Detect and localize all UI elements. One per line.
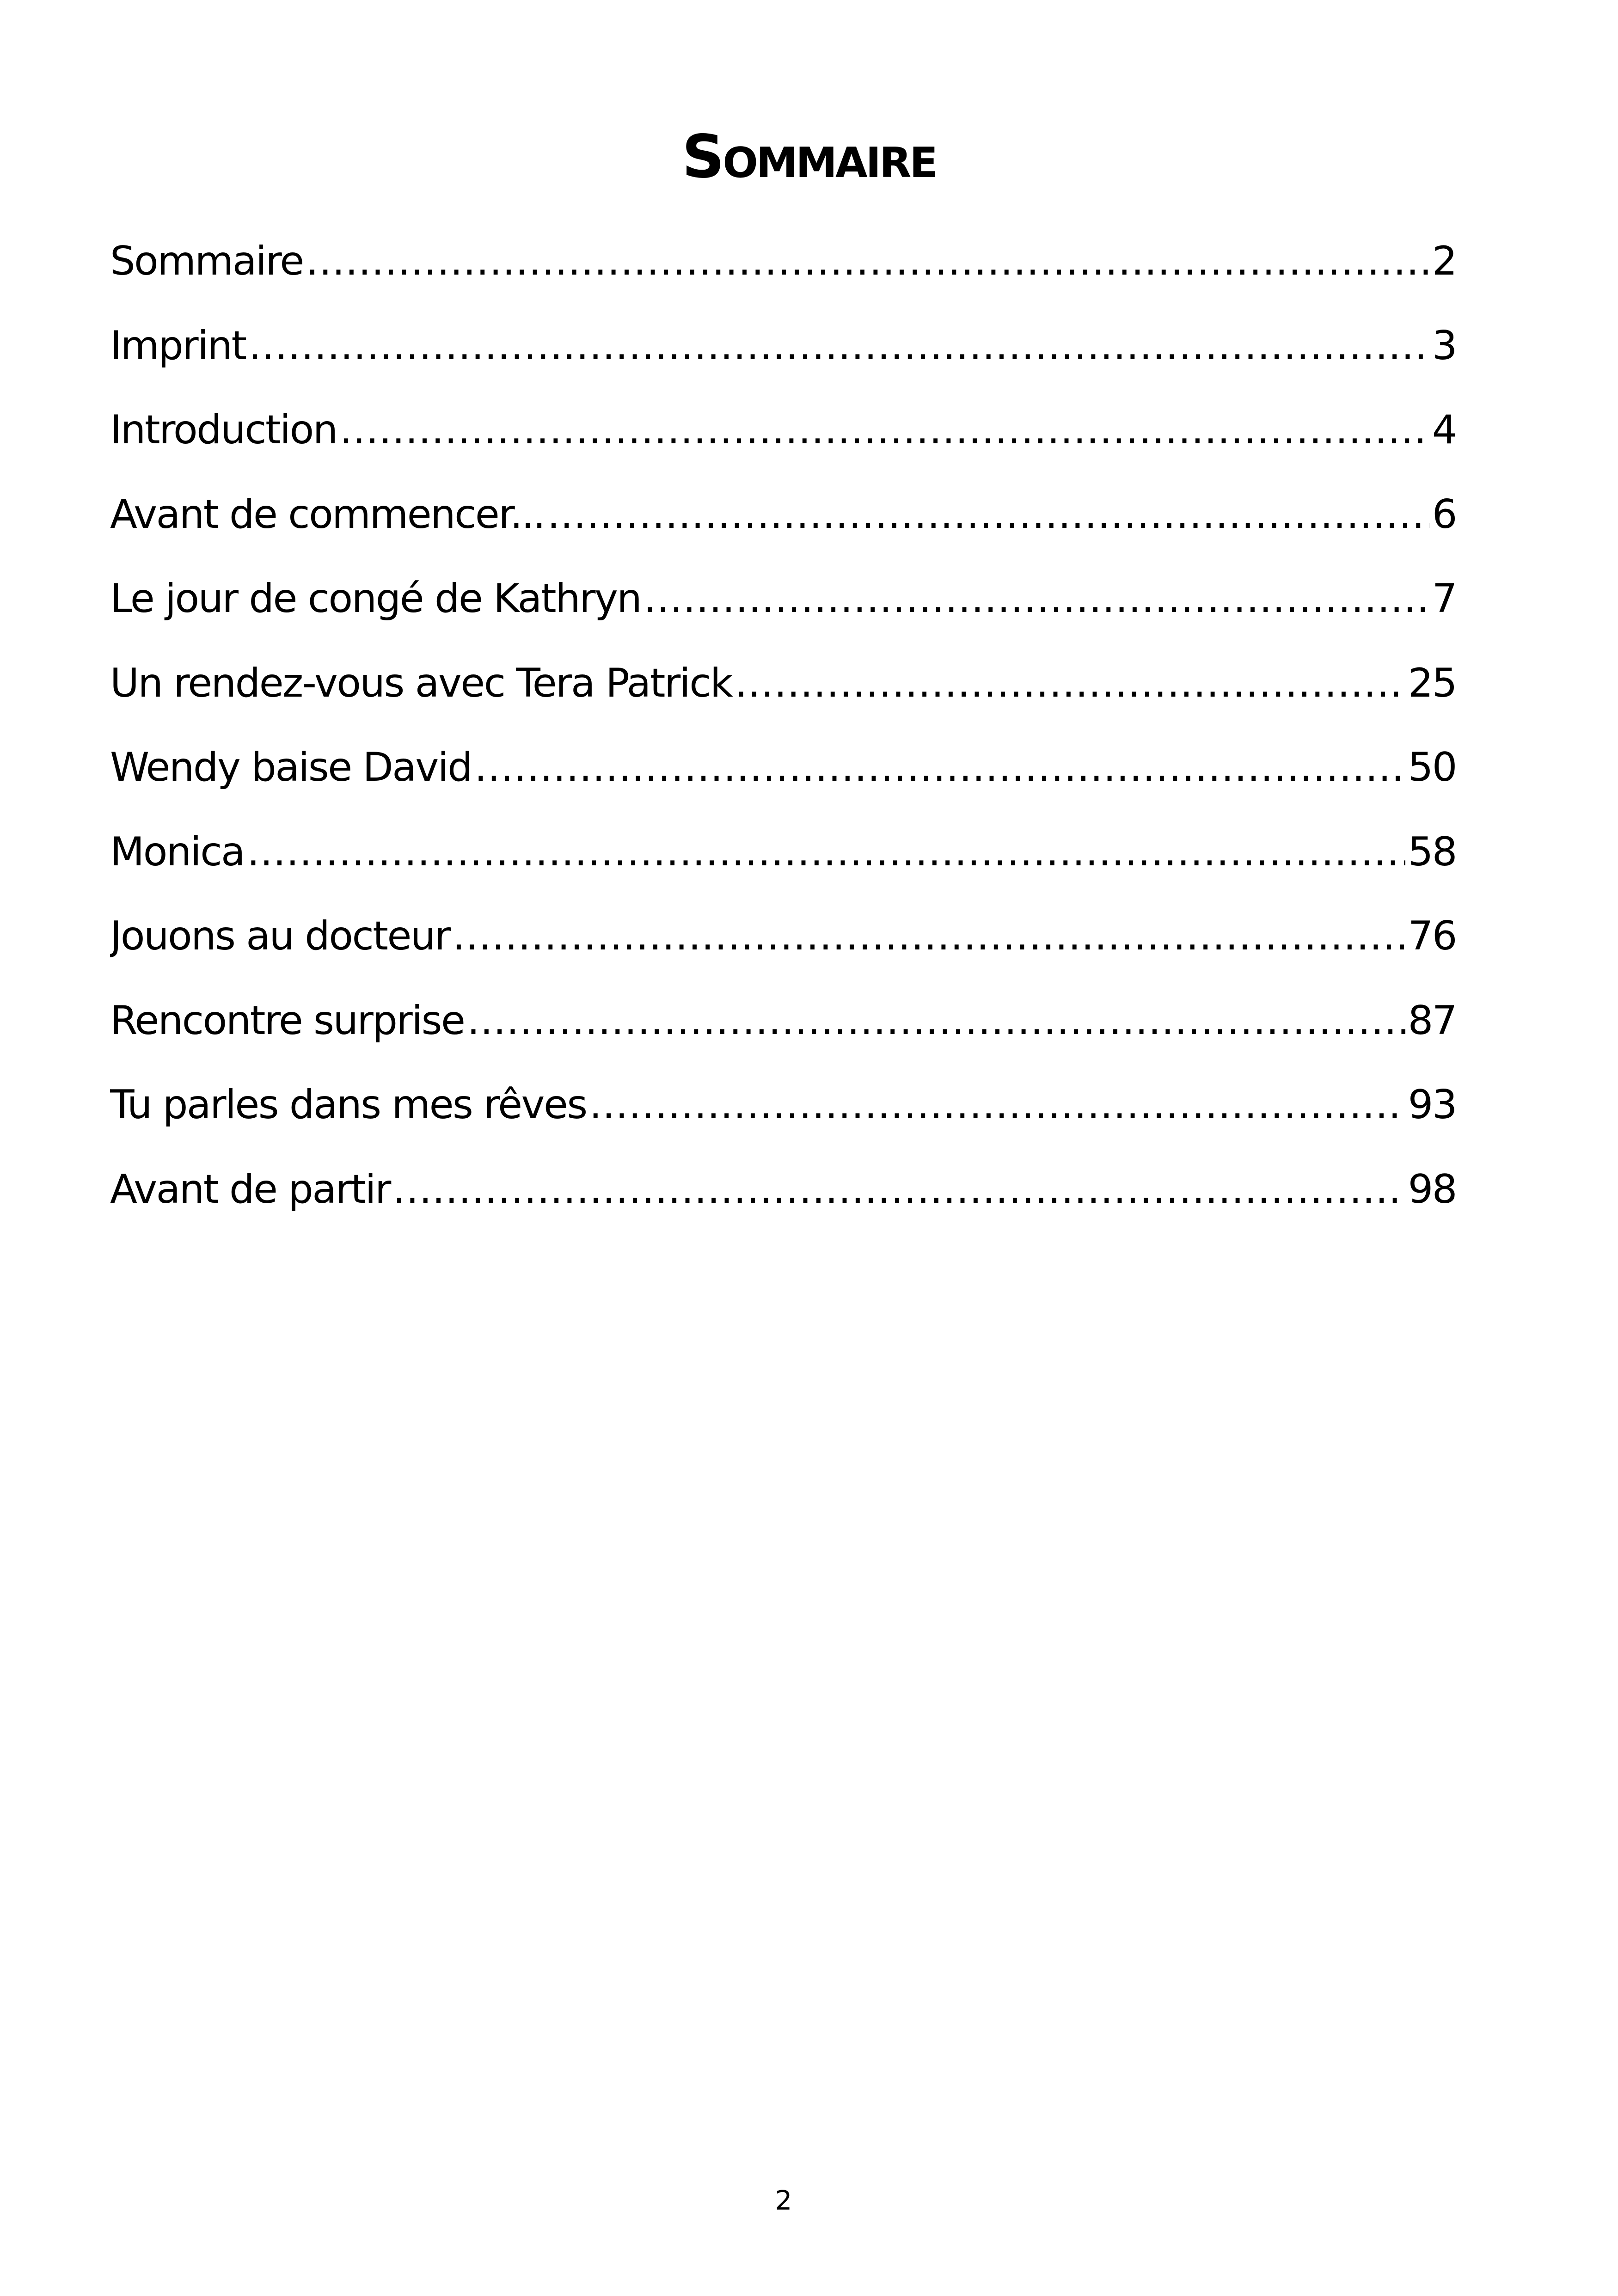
toc-dot-leader — [306, 231, 1429, 291]
toc-entry-page: 4 — [1432, 407, 1456, 453]
toc-dot-leader — [249, 316, 1429, 376]
toc-entry-page: 87 — [1408, 997, 1456, 1044]
toc-entry-page: 2 — [1432, 238, 1456, 284]
toc-entry-page: 50 — [1408, 744, 1456, 790]
table-of-contents — [110, 231, 1456, 1243]
toc-entry[interactable] — [110, 400, 1456, 484]
toc-entry-page: 98 — [1408, 1166, 1456, 1212]
toc-entry-title: Sommaire — [110, 238, 303, 284]
toc-dot-leader — [589, 1075, 1405, 1135]
toc-entry-page: 76 — [1408, 913, 1456, 959]
toc-entry-title: Wendy baise David — [110, 744, 472, 790]
toc-entry[interactable] — [110, 1075, 1456, 1159]
toc-entry[interactable] — [110, 231, 1456, 316]
toc-entry-title: Le jour de congé de Kathryn — [110, 576, 641, 622]
toc-dot-leader — [393, 1159, 1405, 1219]
toc-entry-title: Tu parles dans mes rêves — [110, 1082, 587, 1128]
toc-entry-title: Un rendez-vous avec Tera Patrick — [110, 660, 732, 706]
toc-entry-title: Introduction — [110, 407, 337, 453]
toc-entry-page: 93 — [1408, 1082, 1456, 1128]
toc-entry-page: 6 — [1432, 491, 1456, 538]
page-number: 2 — [775, 2185, 792, 2216]
page-title: Sommaire — [682, 122, 936, 191]
toc-entry-page: 7 — [1432, 576, 1456, 622]
toc-entry-title: Monica — [110, 828, 245, 875]
toc-dot-leader — [467, 991, 1405, 1051]
toc-entry[interactable] — [110, 484, 1456, 569]
toc-entry[interactable] — [110, 316, 1456, 400]
toc-entry[interactable] — [110, 1159, 1456, 1244]
toc-entry-page: 25 — [1408, 660, 1456, 706]
toc-entry[interactable] — [110, 906, 1456, 991]
toc-dot-leader — [340, 400, 1429, 460]
toc-entry-page: 3 — [1432, 322, 1456, 369]
toc-entry-title: Avant de partir — [110, 1166, 390, 1212]
toc-dot-leader — [735, 653, 1405, 713]
toc-entry-page: 58 — [1408, 828, 1456, 875]
toc-entry-title: Rencontre surprise — [110, 997, 465, 1044]
toc-entry-title: Imprint — [110, 322, 246, 369]
toc-entry-title: Avant de commencer... — [110, 491, 545, 538]
toc-dot-leader — [644, 569, 1429, 629]
toc-entry[interactable] — [110, 822, 1456, 906]
toc-dot-leader — [547, 484, 1429, 545]
toc-entry[interactable] — [110, 653, 1456, 738]
toc-entry[interactable] — [110, 991, 1456, 1075]
toc-entry[interactable] — [110, 737, 1456, 822]
toc-entry-title: Jouons au docteur — [110, 913, 450, 959]
toc-dot-leader — [474, 737, 1405, 797]
toc-dot-leader — [453, 906, 1405, 966]
toc-entry[interactable] — [110, 569, 1456, 653]
toc-dot-leader — [247, 822, 1405, 882]
